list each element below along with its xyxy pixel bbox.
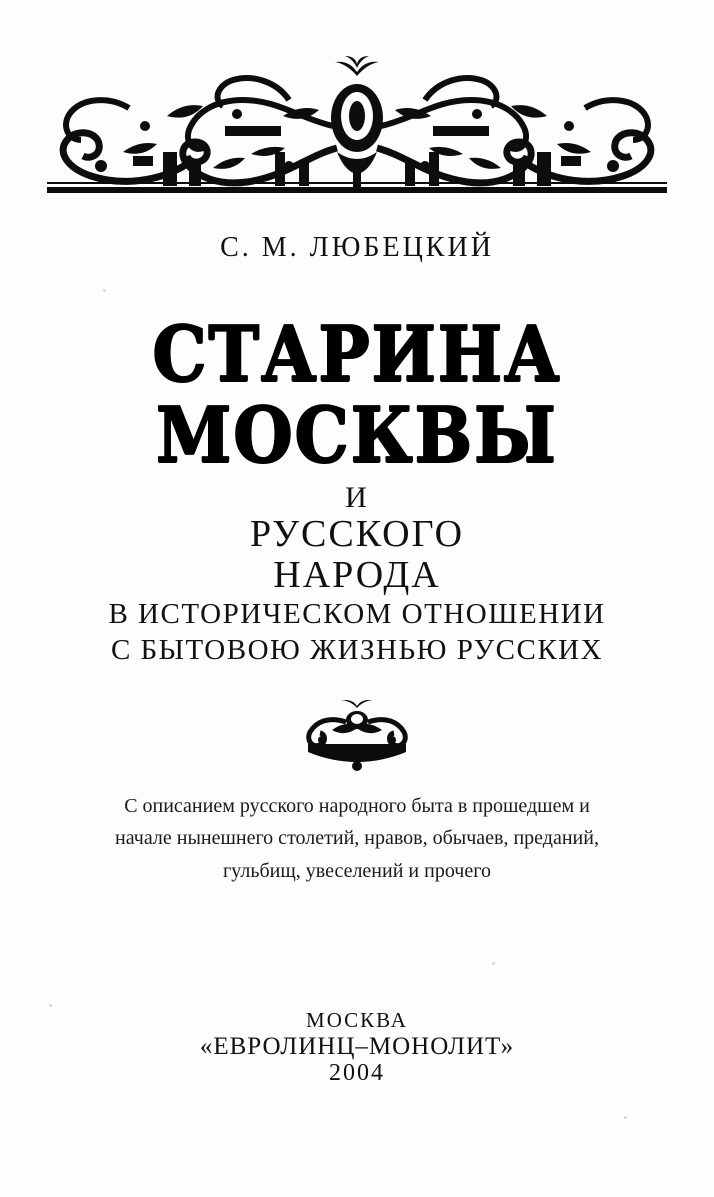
subtitle-line-1: И [345,481,369,514]
subtitle-line-4: В ИСТОРИЧЕСКОМ ОТНОШЕНИИ [108,597,606,630]
scan-speck [103,289,106,292]
imprint-city: МОСКВА [306,1008,408,1032]
scan-speck [624,1116,627,1119]
description-line-2: начале нынешнего столетий, нравов, обычаев, преданий, [115,827,599,850]
subtitle-line-3: НАРОДА [273,553,441,596]
book-subtitle [0,482,714,668]
description-line-3: гульбищ, увеселений и прочего [223,859,491,882]
subtitle-line-2: РУССКОГО [249,512,465,555]
author-name: С. М. ЛЮБЕЦКИЙ [220,232,494,263]
subtitle-line-5: С БЫТОВОЮ ЖИЗНЬЮ РУССКИХ [110,633,604,666]
title-line-2: МОСКВЫ [156,390,558,481]
imprint-publisher: «ЕВРОЛИНЦ–МОНОЛИТ» [199,1033,515,1061]
floral-header-ornament [0,56,714,206]
description-text [0,790,714,887]
small-floral-divider-ornament [0,700,714,772]
description-line-1: С описанием русского народного быта в прошедшем и [124,795,590,817]
imprint-block [0,1008,714,1087]
imprint-year: 2004 [329,1059,385,1086]
title-line-1: СТАРИНА [152,310,562,400]
scan-speck [492,962,495,965]
book-title [0,310,714,481]
scan-speck [49,1004,52,1007]
